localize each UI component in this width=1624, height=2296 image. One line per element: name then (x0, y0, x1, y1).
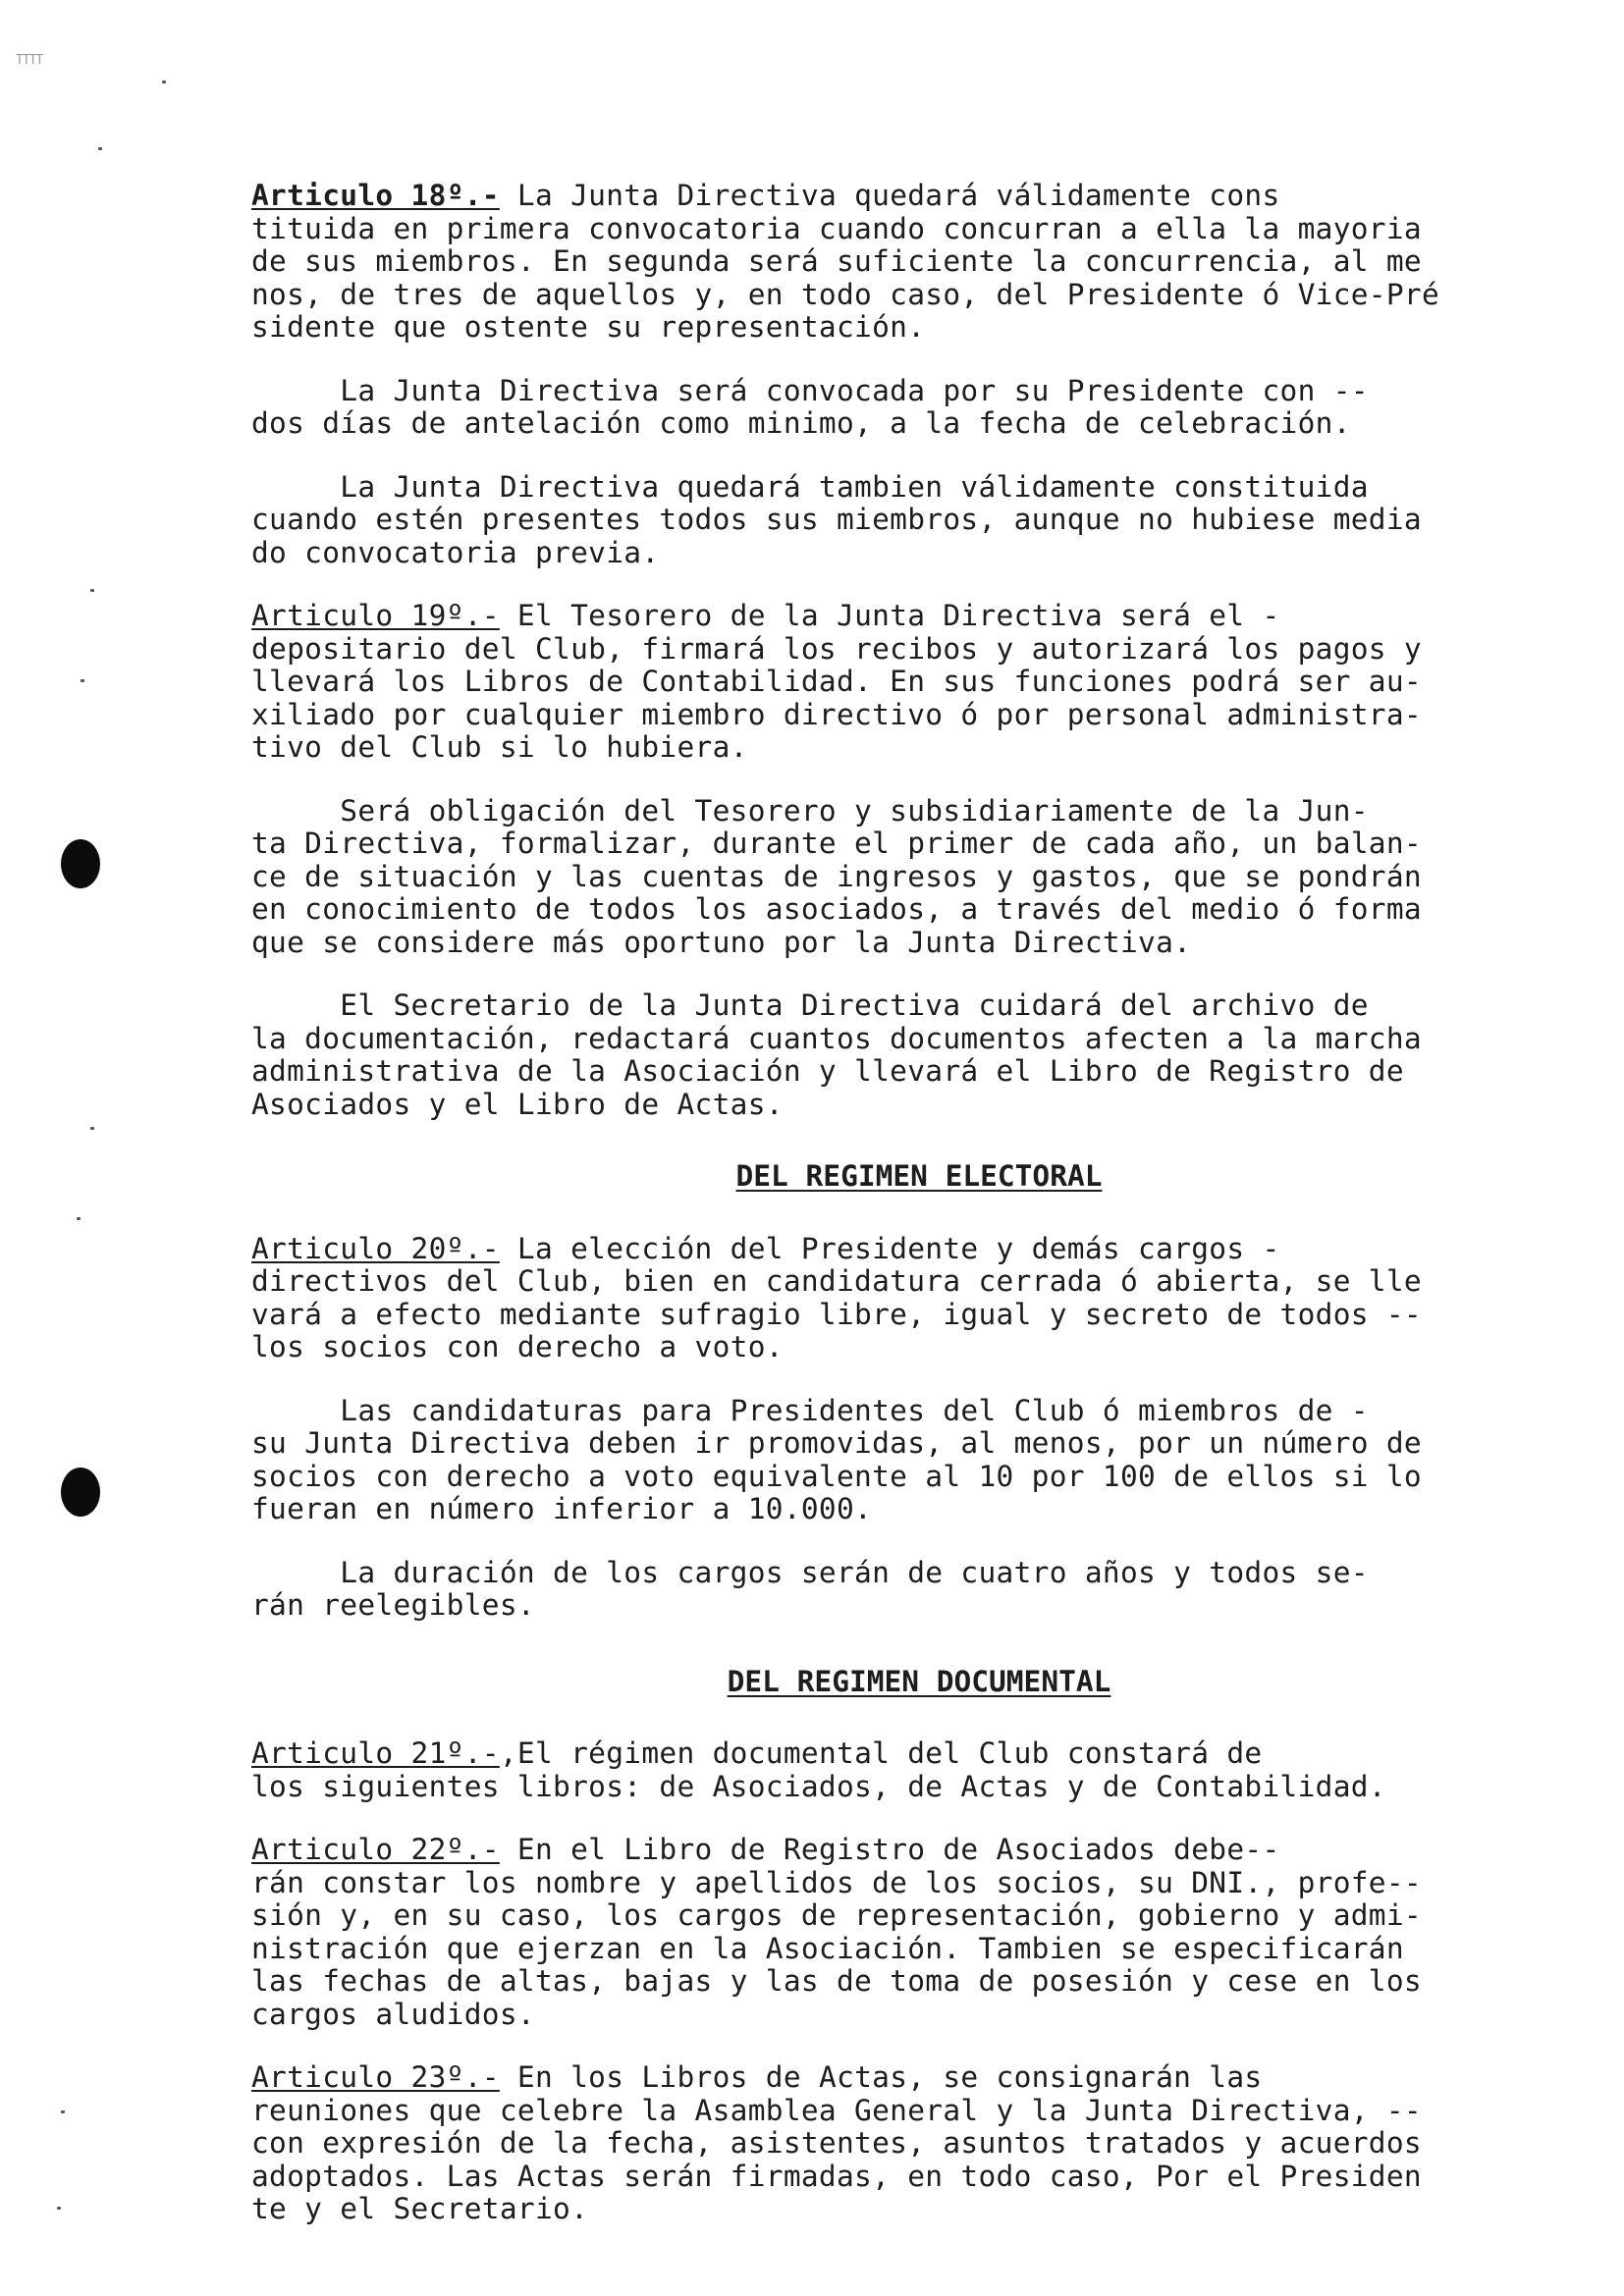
speck (77, 1217, 81, 1220)
text-line: La elección del Presidente y demás cargos - (499, 1231, 1280, 1265)
text-line: Las candidaturas para Presidentes del Club ó miembros de - (251, 1393, 1369, 1427)
text-line: El Secretario de la Junta Directiva cuidará del archivo de (251, 988, 1369, 1022)
text-line: xiliado por cualquier miembro directivo ó por personal administra- (251, 697, 1422, 731)
speck (98, 147, 102, 150)
text-line: de sus miembros. En segunda será suficiente la concurrencia, al me (251, 244, 1422, 278)
text-line: su Junta Directiva deben ir promovidas, al menos, por un número de (251, 1426, 1422, 1460)
text-line: los siguientes libros: de Asociados, de Actas y de Contabilidad. (251, 1769, 1386, 1803)
text-line: El Tesorero de la Junta Directiva será el - (499, 599, 1280, 632)
speck (162, 80, 166, 83)
text-line: do convocatoria previa. (251, 535, 660, 569)
article-19-label: Articulo 19º.- (251, 599, 500, 632)
speck (61, 2110, 65, 2113)
text-line: la documentación, redactará cuantos documentos afecten a la marcha (251, 1021, 1422, 1055)
text-line: nos, de tres de aquellos y, en todo caso, del Presidente ó Vice-Pré (251, 277, 1440, 311)
text-line: fueran en número inferior a 10.000. (251, 1492, 873, 1525)
text-line: te y el Secretario. (251, 2192, 589, 2225)
article-20 (251, 1233, 1587, 1364)
article-22-label: Articulo 22º.- (251, 1833, 500, 1866)
text-line: La Junta Directiva quedará válidamente cons (499, 179, 1280, 212)
article-23 (251, 2061, 1587, 2226)
text-line: adoptados. Las Actas serán firmadas, en todo caso, Por el Presiden (251, 2159, 1422, 2193)
text-line: rán constar los nombre y apellidos de los socios, su DNI., profe-- (251, 1865, 1422, 1899)
paragraph-constituida (251, 471, 1587, 570)
text-line: Asociados y el Libro de Actas. (251, 1087, 784, 1121)
speck (90, 589, 94, 592)
speck (57, 2207, 61, 2210)
section-heading-documental: DEL REGIMEN DOCUMENTAL (727, 1664, 1111, 1698)
text-line: vará a efecto mediante sufragio libre, igual y secreto de todos -- (251, 1297, 1422, 1331)
text-line: las fechas de altas, bajas y las de toma de posesión y cese en los (251, 1964, 1422, 1998)
article-22 (251, 1834, 1587, 2031)
text-line: sidente que ostente su representación. (251, 310, 926, 344)
corner-mark: TTTT (16, 53, 43, 68)
article-18-label: Articulo 18º.- (251, 179, 500, 212)
text-line: La Junta Directiva quedará tambien válidamente constituida (251, 469, 1369, 504)
paragraph-duracion (251, 1557, 1587, 1623)
paragraph-convocada (251, 375, 1587, 441)
article-19 (251, 600, 1587, 765)
punch-hole-top (61, 839, 100, 888)
text-line: depositario del Club, firmará los recibos y autorizará los pagos y (251, 631, 1422, 666)
article-18 (251, 180, 1587, 345)
article-23-label: Articulo 23º.- (251, 2060, 500, 2094)
speck (81, 679, 84, 682)
article-21 (251, 1737, 1587, 1803)
text-line: ,El régimen documental del Club constará de (499, 1736, 1263, 1770)
text-line: en conocimiento de todos los asociados, a través del medio ó forma (251, 892, 1422, 926)
text-line: La duración de los cargos serán de cuatro años y todos se- (251, 1555, 1369, 1589)
article-21-label: Articulo 21º.- (251, 1736, 500, 1770)
text-line: La Junta Directiva será convocada por su Presidente con -- (251, 373, 1369, 407)
text-line: tituida en primera convocatoria cuando concurran a ella la mayoria (251, 211, 1422, 245)
text-line: administrativa de la Asociación y llevará el Libro de Registro de (251, 1054, 1404, 1088)
text-line: cuando estén presentes todos sus miembros, aunque no hubiese media (251, 503, 1422, 536)
text-line: ta Directiva, formalizar, durante el primer de cada año, un balan- (251, 827, 1422, 860)
text-line: llevará los Libros de Contabilidad. En sus funciones podrá ser au- (251, 665, 1422, 698)
punch-hole-bottom (61, 1468, 100, 1517)
text-line: cargos aludidos. (251, 1997, 535, 2031)
text-line: tivo del Club si lo hubiera. (251, 730, 748, 764)
text-line: nistración que ejerzan en la Asociación. Tambien se especificarán (251, 1931, 1404, 1965)
paragraph-candidaturas (251, 1395, 1587, 1526)
text-line: dos días de antelación como minimo, a la fecha de celebración. (251, 406, 1351, 440)
document-body (251, 180, 1587, 2257)
speck (90, 1127, 94, 1130)
text-line: socios con derecho a voto equivalente al 10 por 100 de ellos si lo (251, 1459, 1422, 1493)
text-line: ce de situación y las cuentas de ingresos y gastos, que se pondrán (251, 859, 1422, 893)
article-20-label: Articulo 20º.- (251, 1231, 500, 1265)
text-line: En los Libros de Actas, se consignarán las (499, 2060, 1263, 2094)
section-heading-electoral: DEL REGIMEN ELECTORAL (735, 1159, 1103, 1193)
text-line: que se considere más oportuno por la Junta Directiva. (251, 925, 1192, 959)
text-line: los socios con derecho a voto. (251, 1330, 784, 1363)
text-line: con expresión de la fecha, asistentes, asuntos tratados y acuerdos (251, 2126, 1422, 2160)
text-line: rán reelegibles. (251, 1588, 535, 1622)
paragraph-obligacion (251, 795, 1587, 960)
text-line: reuniones que celebre la Asamblea General y la Junta Directiva, -- (251, 2093, 1422, 2127)
text-line: sión y, en su caso, los cargos de representación, gobierno y admi- (251, 1898, 1422, 1932)
paragraph-secretario (251, 989, 1587, 1121)
text-line: directivos del Club, bien en candidatura cerrada ó abierta, se lle (251, 1264, 1422, 1298)
text-line: En el Libro de Registro de Asociados debe-- (499, 1833, 1280, 1866)
text-line: Será obligación del Tesorero y subsidiariamente de la Jun- (251, 793, 1369, 828)
